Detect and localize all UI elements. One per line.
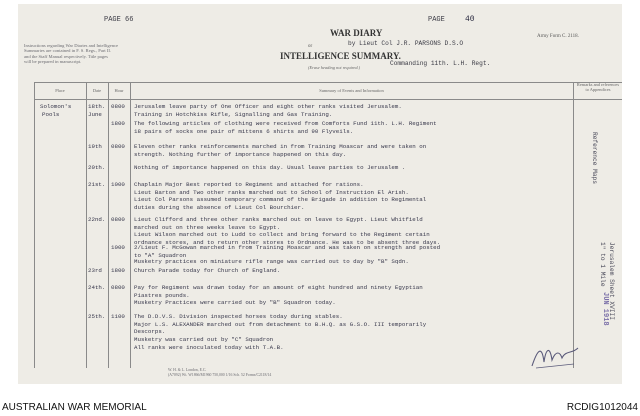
entry-summary-line: Eleven other ranks reinforcements marched in from Training Moascar and were taken on	[134, 143, 427, 150]
entry-summary-line: Descorps.	[134, 328, 166, 336]
or-label: or	[308, 44, 313, 49]
remarks-scale: 1" to 1 Mile	[599, 242, 606, 287]
entry-summary-line: All ranks were inoculated today with T.A.B.	[134, 344, 284, 351]
footer-archive-name: AUSTRALIAN WAR MEMORIAL	[2, 402, 147, 413]
instruction-line: will be prepared in manuscript.	[24, 59, 82, 65]
entry-summary-line: Jerusalem leave party of One Officer and eight other ranks visited Jerusalem.	[134, 103, 402, 110]
entry-hour: 0800	[111, 216, 125, 223]
table-top-rule	[34, 82, 622, 83]
entry-summary-line: Lieut Clifford and three other ranks marched out on leave to Egypt. Lieut Whitfield	[134, 216, 423, 223]
instruction-line: Instructions regarding War Diaries and Intelligence	[24, 43, 119, 48]
entry-hour: 0800	[111, 143, 125, 150]
entry-summary-line: ordnance stores, and to return other stores to Ordnance. He was to be absent three days.	[134, 238, 441, 246]
col-header-date: Date	[92, 88, 102, 93]
entry-date: 25th.	[88, 313, 106, 320]
entry-summary-line: 2/Lieut F. McGowan marched in from Training Moascar and was taken on strength and posted	[134, 244, 441, 251]
col-header-remarks: Remarks and references to Appendices	[576, 82, 620, 92]
entry-summary-line: Musketry was carried out by "C" Squadron	[134, 336, 274, 343]
army-form-ref: Army Form C. 2118.	[537, 34, 579, 39]
entry-summary-line: Church Parade today for Church of England.	[134, 267, 281, 274]
entry-summary-line: Lieut Col Parsons assumed temporary command of the Brigade in addition to Regimental	[134, 196, 427, 204]
entry-hour: 1000	[111, 181, 125, 188]
entry-hour: 0800	[111, 284, 125, 291]
entry-summary-line: Nothing of importance happened on this day. Usual leave parties to Jerusalem .	[134, 164, 406, 171]
footer-record-id: RCDIG1012044	[566, 402, 638, 413]
entry-summary-line: to "A" Squadron	[134, 251, 187, 259]
place-line: Solomon's	[40, 103, 72, 110]
entry-date: 22nd.	[88, 216, 106, 223]
col-header-hour: Hour	[114, 88, 124, 93]
date-hour-rule	[108, 82, 109, 368]
remarks-reference-maps: Reference Maps	[591, 132, 598, 184]
entry-summary-line: Chaplain Major Best reported to Regiment and attached for rations.	[134, 181, 364, 188]
imprint-line: W. H. & L. London, E.C.	[168, 368, 207, 372]
entry-date: June	[88, 111, 102, 118]
entry-summary-line: duties during the absence of Lieut Col Bourchier.	[134, 203, 305, 211]
entry-hour: 0800	[111, 103, 125, 110]
entry-hour: 1000	[111, 244, 125, 251]
col-header-place: Place	[55, 88, 65, 93]
hour-summary-rule	[130, 82, 131, 368]
entry-summary-line: Major L.S. ALEXANDER marched out from detachment to B.H.Q. as G.S.O. III temporarily	[134, 320, 427, 328]
entry-hour: 1800	[111, 267, 125, 274]
entry-summary-line: The D.D.V.S. Division inspected horses today during stables.	[134, 313, 343, 320]
commanding-line: Commanding 11th. L.H. Regt.	[390, 60, 491, 67]
page-right-label: PAGE	[428, 16, 445, 24]
place-date-rule	[86, 82, 87, 368]
entry-date: 21st.	[88, 181, 106, 188]
printer-imprint	[168, 368, 271, 377]
page-left-label: PAGE 66	[104, 16, 134, 24]
imprint-line: (A7092) Wt. W1866/M1960 750,000 1/16 Sch. 52 Forms/C2118/14	[168, 372, 272, 377]
entry-summary-line: strength. Nothing further of importance happened on this day.	[134, 150, 347, 158]
instructions-block	[24, 43, 118, 65]
by-line: by Lieut Col J.R. PARSONS D.S.O	[348, 40, 464, 47]
place-line: Pools	[42, 111, 60, 118]
entry-summary-line: Training in Hotchkiss Rifle, Signalling and Gas Training.	[134, 111, 333, 118]
page-right-number: 40	[465, 15, 475, 24]
diary-sheet	[18, 4, 622, 384]
erase-heading-note: (Erase heading not required.)	[308, 65, 361, 70]
war-diary-title: WAR DIARY	[330, 28, 383, 38]
entry-summary-line: Musketry Practices were carried out by "B" Squadron today.	[134, 299, 336, 306]
signature-icon	[528, 338, 584, 372]
entry-date: 19th	[88, 143, 102, 150]
entry-summary-line: Musketry practices on miniature rifle range was carried out to day by "B" Sqdn.	[134, 258, 409, 265]
summary-remarks-rule	[573, 82, 574, 368]
entry-hour: 1100	[111, 313, 125, 320]
table-header-rule	[34, 99, 622, 100]
date-stamp: JUN 1918	[601, 292, 609, 326]
entry-date: 20th.	[88, 164, 106, 171]
entry-summary-line: 18 pairs of socks one pair of mittens 6 shirts and 90 Flyveils.	[134, 127, 354, 135]
entry-date: 23rd	[88, 267, 102, 274]
entry-hour: 1800	[111, 120, 125, 127]
instruction-line: Summaries are contained in F. S. Regs., Part II.	[24, 48, 112, 54]
col-header-summary: Summary of Events and Information	[319, 88, 384, 93]
instruction-line: and the Staff Manual respectively. Title pages	[24, 53, 108, 59]
remarks-sheet: Jerusalem Sheet XVIII	[608, 242, 615, 320]
entry-date: 24th.	[88, 284, 106, 291]
entry-summary-line: Lieut Wilson marched out to Ludd to collect and bring forward to the Regiment certain	[134, 231, 430, 239]
entry-date: 18th.	[88, 103, 106, 110]
entry-summary-line: Piastres pounds.	[134, 291, 190, 299]
intelligence-summary-title: INTELLIGENCE SUMMARY.	[280, 51, 401, 61]
entry-summary-line: Lieut Barton and Two other ranks marched out to School of Instruction El Arish.	[134, 188, 409, 196]
entry-summary-line: The following articles of clothing were received from Comforts Fund 11th. L.H. Regiment	[134, 120, 437, 127]
table-left-rule	[34, 82, 35, 368]
entry-summary-line: marched out on three weeks leave to Egypt.	[134, 223, 281, 231]
entry-summary-line: Pay for Regiment was drawn today for an amount of eight hundred and ninety Egyptian	[134, 284, 423, 291]
